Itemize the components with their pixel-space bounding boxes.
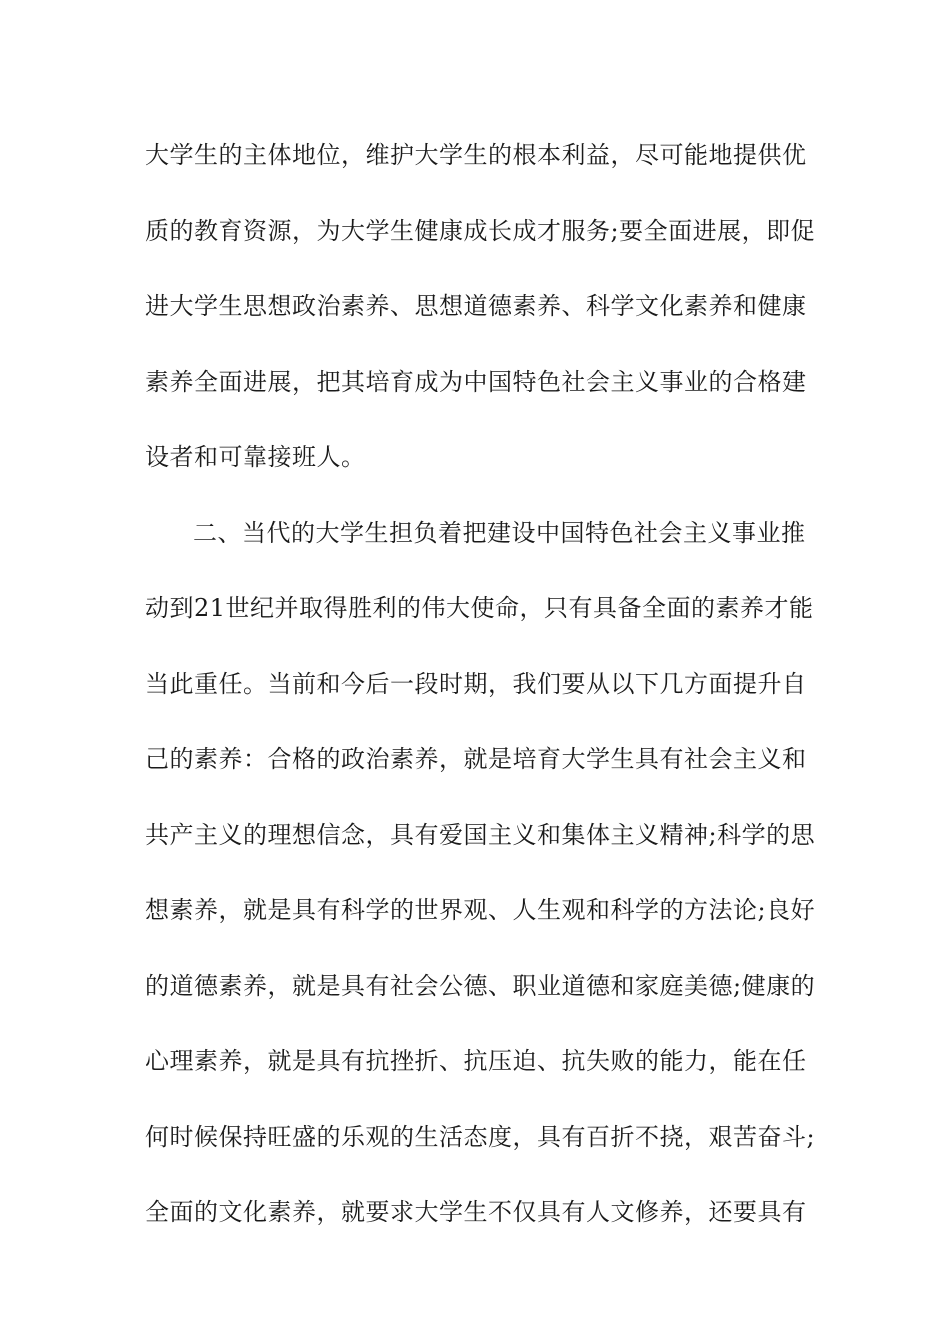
- text-line: 当此重任。当前和今后一段时期，我们要从以下几方面提升自: [145, 669, 807, 698]
- text-line: 设者和可靠接班人。: [145, 443, 366, 471]
- paragraph-2: [145, 508, 816, 1263]
- text-line: 共产主义的理想信念，具有爱国主义和集体主义精神;科学的思: [145, 820, 816, 849]
- text-line: 想素养，就是具有科学的世界观、人生观和科学的方法论;良好: [145, 896, 816, 924]
- text-line: 何时候保持旺盛的乐观的生活态度，具有百折不挠，艰苦奋斗;: [145, 1122, 816, 1151]
- text-line: 心理素养，就是具有抗挫折、抗压迫、抗失败的能力，能在任: [145, 1047, 807, 1075]
- text-line: 二、当代的大学生担负着把建设中国特色社会主义事业推: [193, 518, 806, 547]
- text-line: 的道德素养，就是具有社会公德、职业道德和家庭美德;健康的: [145, 971, 816, 1000]
- text-line: 素养全面进展，把其培育成为中国特色社会主义事业的合格建: [145, 367, 807, 396]
- text-line: 进大学生思想政治素养、思想道德素养、科学文化素养和健康: [145, 292, 807, 320]
- paragraph-1: [145, 130, 816, 508]
- text-line: 大学生的主体地位，维护大学生的根本利益，尽可能地提供优: [145, 141, 807, 169]
- text-line: 动到21世纪并取得胜利的伟大使命，只有具备全面的素养才能: [145, 594, 814, 622]
- text-line: 全面的文化素养，就要求大学生不仅具有人文修养，还要具有: [145, 1198, 807, 1226]
- text-line: 质的教育资源，为大学生健康成长成才服务;要全面进展，即促: [145, 216, 816, 245]
- text-line: 己的素养：合格的政治素养，就是培育大学生具有社会主义和: [145, 745, 807, 773]
- document-body: [145, 130, 816, 1263]
